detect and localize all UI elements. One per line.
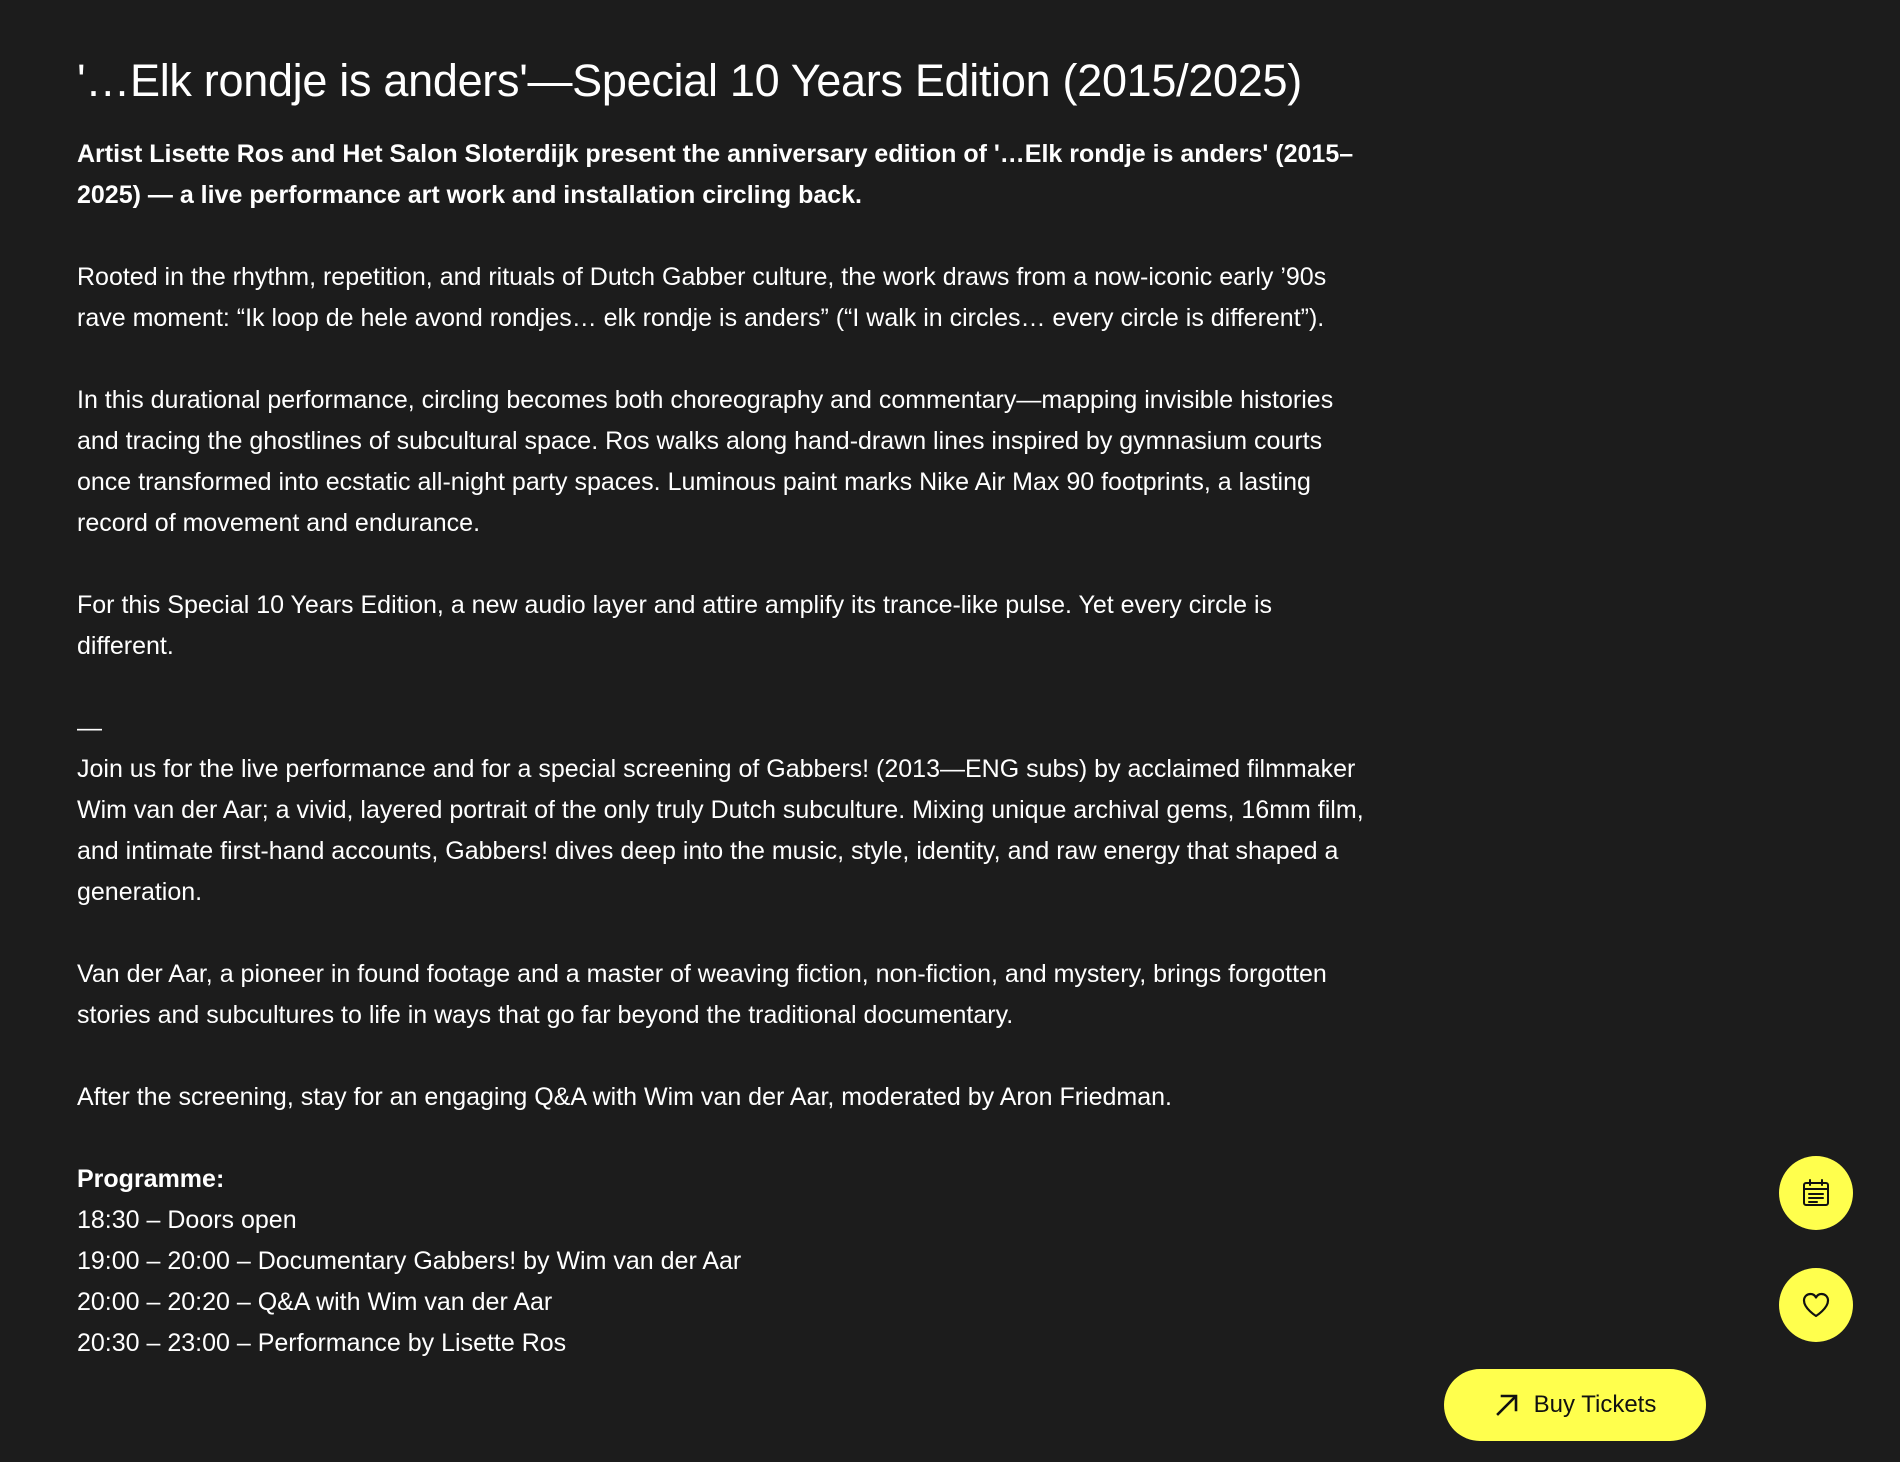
screening-paragraph: After the screening, stay for an engaging Q&A with Wim van der Aar, moderated by Aron Friedman. bbox=[77, 1083, 1173, 1111]
description-paragraph: Rooted in the rhythm, repetition, and rituals of Dutch Gabber culture, the work draws from a now-iconic early ’90s rave moment: “Ik loop de hele avond rondjes… elk rondje is anders” (“I walk in circles… every circle is different”). bbox=[77, 263, 1327, 332]
arrow-up-right-icon bbox=[1494, 1392, 1520, 1418]
programme-item: 18:30 – Doors open bbox=[77, 1206, 297, 1234]
programme-title: Programme: bbox=[77, 1165, 225, 1193]
screening-paragraph: Van der Aar, a pioneer in found footage and a master of weaving fiction, non-fiction, and mystery, brings forgotten stories and subcultures to life in ways that go far beyond the traditional documentary. bbox=[77, 960, 1327, 1029]
calendar-icon bbox=[1800, 1177, 1832, 1209]
programme bbox=[77, 1159, 1367, 1364]
description-paragraph: For this Special 10 Years Edition, a new audio layer and attire amplify its trance-like pulse. Yet every circle is different. bbox=[77, 591, 1273, 660]
section-divider: — bbox=[77, 714, 102, 742]
programme-item: 19:00 – 20:00 – Documentary Gabbers! by Wim van der Aar bbox=[77, 1247, 742, 1275]
programme-item: 20:30 – 23:00 – Performance by Lisette Ros bbox=[77, 1329, 567, 1357]
page-title: '…Elk rondje is anders'—Special 10 Years Edition (2015/2025) bbox=[77, 55, 1302, 106]
programme-item: 20:00 – 20:20 – Q&A with Wim van der Aar bbox=[77, 1288, 553, 1316]
heart-icon bbox=[1800, 1289, 1832, 1321]
buy-tickets-button[interactable] bbox=[1444, 1369, 1706, 1441]
screening-paragraph: Join us for the live performance and for a special screening of Gabbers! (2013—ENG subs) by acclaimed filmmaker Wim van der Aar; a vivid, layered portrait of the only truly Dutch subculture. Mixing unique archival gems, 16mm film, and intimate first-hand accounts, Gabbers! dives deep into the music, style, identity, and raw energy that shaped a generation. bbox=[77, 755, 1364, 906]
description-paragraph: In this durational performance, circling becomes both choreography and commentary—mapping invisible histories and tracing the ghostlines of subcultural space. Ros walks along hand-drawn lines inspired by gymnasium courts once transformed into ecstatic all-night party spaces. Luminous paint marks Nike Air Max 90 footprints, a lasting record of movement and endurance. bbox=[77, 386, 1334, 537]
favorite-button[interactable] bbox=[1779, 1268, 1853, 1342]
event-lead: Artist Lisette Ros and Het Salon Sloterdijk present the anniversary edition of '…Elk rondje is anders' (2015–2025) — a live performance art work and installation circling back. bbox=[77, 140, 1354, 209]
add-to-calendar-button[interactable] bbox=[1779, 1156, 1853, 1230]
event-description bbox=[77, 52, 1367, 1364]
buy-tickets-label: Buy Tickets bbox=[1533, 1391, 1657, 1418]
